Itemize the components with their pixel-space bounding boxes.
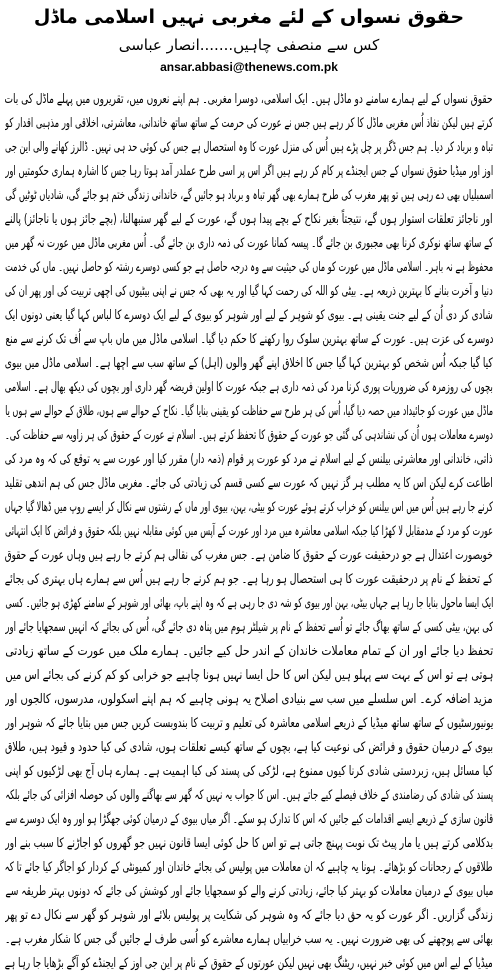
text-line-content: بھائی سے پوچھنے کی بھی ضرورت نہیں۔ یہ سب خرابیاں ہمارے معاشرے کو اُسی طرف لے جائیں گی جس کا شکار مغرب ہے۔	[5, 932, 493, 947]
text-line-content: ذاتی، خاندانی اور معاشرتی بیلنس کے لیے اسلام نے مرد کو عورت پر قوام (ذمہ دار) مقرر کیا اور عورت سے یہ توقع کی کہ وہ مرد کی	[5, 452, 493, 467]
text-line-content: کے تحفظ کے نام پر درحقیقت عورت کا ہی استحصال ہو رہا ہے۔ جو ہم کرنے جا رہے ہیں اُس سے ہمارے ہاں بہتری کی بجائے	[5, 572, 493, 587]
text-line	[5, 518, 493, 542]
text-line-content: تحفظ دیا جائے اور ان کے تمام معاملات خاندان کے اندر حل کیے جائیں۔ ہمارے ملک میں عورت کے ساتھ زیادتی	[5, 644, 493, 659]
author-email: ansar.abbasi@thenews.com.pk	[160, 60, 338, 74]
text-line	[5, 86, 493, 110]
text-line	[5, 470, 493, 494]
text-line	[5, 950, 493, 974]
text-line-content: خوبصورت اعتدال ہے جو درحقیقت عورت کے حقوق کا ضامن ہے۔ جس مغرب کی نقالی ہم کرتے جا رہے ہیں وہاں عورت کے حقوق	[5, 548, 493, 563]
text-line	[5, 398, 493, 422]
text-line	[5, 182, 493, 206]
text-line	[5, 278, 493, 302]
text-line	[5, 710, 493, 734]
text-line	[5, 758, 493, 782]
text-line-content: دنیا و آخرت بنانے کا بہترین ذریعہ ہے۔ بیٹی کو اللہ کی رحمت کہا گیا اور یہ بھی کہ جس نے اپنی بیٹیوں کی اچھی تربیت کی اور پھر ان کی	[5, 284, 493, 299]
text-line-content: بدکلامی کرتے ہیں یا مار پیٹ تک نوبت پہنچ جاتی ہے تو اس کا حل کوئی ایسا قانون نہیں جو گھروں کو اجاڑنے کا سبب بنے اور	[5, 836, 493, 851]
text-line	[5, 350, 493, 374]
text-line-content: مزید اضافہ کرے۔ اس سلسلے میں سب سے بنیادی اصلاح یہ ہونی چاہیے کہ ہم اپنے اسکولوں، مدرسوں، کالجوں اور	[5, 692, 493, 707]
text-line-content: طلاقوں کے رجحانات کو بڑھائے۔ ہونا یہ چاہیے کہ ان معاملات میں پولیس کی بجائے خاندان اور کمیونٹی کے کردار کو اجاگر کیا جائے تا کہ	[5, 860, 493, 875]
text-line-content: اور ناجائز تعلقات استوار ہوں گے، نتیجتاً بغیر نکاح کے بچے پیدا ہوں گے، عورت کے لیے گھر سنبھالنا، (بچے جائز ہوں یا ناجائز) پالنے	[5, 212, 493, 227]
text-line-content: کیا مسائل ہیں، زبردستی شادی کرنا کیوں ممنوع ہے، لڑکی کی پسند کی کیا اہمیت ہے۔ ہمارے ہاں آج بھی لڑکیوں کو اپنی	[5, 764, 493, 779]
text-line-content: بچوں کی روزمرہ کی ضروریات پوری کرنا مرد کی ذمہ داری ہے جبکہ عورت کا اولین فریضہ گھر داری اور بچوں کی دیکھ بھال ہے۔ اسلامی	[5, 380, 493, 395]
text-line	[5, 494, 493, 518]
text-line	[5, 902, 493, 926]
text-line	[5, 662, 493, 686]
text-line-content: میاں بیوی کے درمیان معاملات کو بہتر کیا جائے، زیادتی کرنے والے کو سمجھایا جائے اور کوشش کی جائے کہ دونوں بہتر طریقہ سے	[5, 884, 493, 899]
text-line-content: عورت کو مرد کے مدمقابل لا کھڑا کیا جبکہ اسلامی معاشرہ میں مرد اور عورت کے آپس میں کوئی مقابلہ نہیں بلکہ حقوق و فرائض کا ایک انتہائی	[5, 524, 493, 539]
text-line-content: تباہ و برباد کر دیا۔ ہم جس ڈگر پر چل پڑے ہیں اُس کی منزل عورت کا وہ استحصال ہے جس کی کوئی حد ہی نہیں۔ ڈالرز کھانے والی این جی	[5, 140, 493, 155]
text-line-content: دوسرے کی عزت ہیں۔ عورت کے ساتھ بہترین سلوک روا رکھنے کا حکم دیا گیا۔ اسلامی ماڈل میں ماں باپ سے اُف تک کرنے سے منع	[5, 332, 493, 347]
text-line-content: حقوق نسواں کے لیے ہمارے سامنے دو ماڈل ہیں۔ ایک اسلامی، دوسرا مغربی۔ ہم اپنے نعروں میں، تقریروں میں پہلے ماڈل کی بات	[5, 92, 493, 107]
text-line-content: زندگی گزاریں۔ اگر عورت کو یہ حق دیا جائے کہ وہ شوہر کی شکایت پر پولیس بلائے اور شوہر کو گھر سے نکال دے تو پھر	[5, 908, 493, 923]
text-line-content: پسند کی شادی کی رضامندی کے خلاف فیصلے کیے جاتے ہیں۔ اس کا جواب یہ نہیں کہ گھر سے بھاگنے والوں کی حوصلہ افزائی کی جائے بلکہ	[5, 788, 493, 803]
text-line	[5, 854, 493, 878]
text-line	[5, 926, 493, 950]
text-line	[5, 590, 493, 614]
text-line-content: کرتے ہیں لیکن نفاذ اُس مغربی ماڈل کا کر رہے ہیں جس نے عورت کی حرمت کے ساتھ ساتھ خاندانی، معاشرتی، اخلاقی اور مذہبی اقدار کو	[5, 116, 493, 131]
text-line-content: کی بہن، بیٹی کسی کے ساتھ بھاگ جائے تو اُسے تحفظ کے نام پر شیلٹر ہوم میں پناہ دی جائے گی، اُس کی بجائے کہ انہیں سمجھایا جائے اور	[5, 620, 493, 635]
article-body	[5, 86, 493, 974]
text-line	[5, 422, 493, 446]
text-line	[5, 806, 493, 830]
text-line	[5, 566, 493, 590]
text-line	[5, 830, 493, 854]
text-line-content: یونیورسٹیوں کے ساتھ ساتھ میڈیا کے ذریعے اسلامی معاشرہ کی تعلیم و تربیت کا بندوبست کریں جس میں بتایا جائے کہ شوہر اور	[5, 716, 493, 731]
text-line	[5, 302, 493, 326]
text-line	[5, 878, 493, 902]
column-byline: کس سے منصفی چاہیں.......انصار عباسی	[118, 36, 380, 54]
text-line-content: ماڈل میں عورت کو جائیداد میں حصہ دیا گیا، اُس کی ہر طرح سے حفاظت کو یقینی بنایا گیا۔ نکاح کے حوالے سے ہوں، طلاق کے حوالے سے ہوں یا	[5, 404, 493, 419]
text-line	[5, 614, 493, 638]
text-line	[5, 686, 493, 710]
text-line-content: ہوتی ہے تو اس کے بہت سے پہلو ہیں لیکن اس کا حل ایسا نہیں ہونا چاہیے جو خرابی کو کم کرنے کی بجائے اس میں	[5, 668, 493, 683]
text-line	[5, 638, 493, 662]
text-line-content: شادی کر دی اُن کے لیے جنت یقینی ہے۔ بیوی کو شوہر کے لیے اور شوہر کو بیوی کے لیے ایک دوسرے کا لباس کہا گیا یعنی دونوں ایک	[5, 308, 493, 323]
text-line	[5, 134, 493, 158]
text-line	[5, 326, 493, 350]
text-line	[5, 734, 493, 758]
text-line	[5, 542, 493, 566]
text-line	[5, 446, 493, 470]
text-line-content: بیوی کے درمیان حقوق و فرائض کی نوعیت کیا ہے، بچوں کے ساتھ کیسے تعلقات ہوں، شادی کی کیا حدود و قیود ہیں، طلاق	[5, 740, 493, 755]
text-line	[5, 230, 493, 254]
text-line	[5, 110, 493, 134]
text-line	[5, 206, 493, 230]
text-line-content: دوسرے معاملات ہوں اُن کی نشاندہی کی گئی جو عورت کے حقوق کا تحفظ کرتے ہیں۔ اسلام نے عورت کے حقوق کی ہر زاویہ سے حفاظت کی۔	[5, 428, 493, 443]
text-line	[5, 158, 493, 182]
text-line-content: محفوظ ہے نہ باہر۔ اسلامی ماڈل میں عورت کو ماں کی حیثیت سے وہ درجہ حاصل ہے جو کسی دوسرے رشتہ کو حاصل نہیں۔ ماں کی خدمت	[5, 260, 493, 275]
text-line-content: قانون سازی کے ذریعے ایسے اقدامات کیے جائیں کہ اس کا تدارک ہو سکے۔ اگر میاں بیوی کے درمیان کوئی جھگڑا ہو اور وہ ایک دوسرے سے	[5, 812, 493, 827]
text-line-content: کے ساتھ ساتھ نوکری کرنا بھی مجبوری بن جائے گا۔ پیسہ کمانا عورت کی ذمہ داری بن جائے گی۔ اُس مغربی ماڈل میں عورت نہ گھر میں	[5, 236, 493, 251]
text-line-content: کرنے جا رہے ہیں اُس میں اس بیلنس کو خراب کرتے ہوئے عورت کو بیٹی، بہن، بیوی اور ماں کے رشتوں سے نکال کر ایسے روپ میں ڈھالا گیا جہاں	[5, 500, 493, 515]
text-line-content: اوز اور میڈیا حقوق نسواں کے جس ایجنڈے پر کام کر رہے ہیں اگر اس پر اسی طرح عملدر آمد ہوتا رہا جس کا اشارہ ہماری حکومتیں اور	[5, 164, 493, 179]
text-line-content: اطاعت کرے لیکن اس کا یہ مطلب ہر گز نہیں کہ عورت سے کسی قسم کی زیادتی کی جائے۔ مغربی ماڈل جس کی ہم اندھی تقلید	[5, 476, 493, 491]
text-line	[5, 374, 493, 398]
text-line	[5, 254, 493, 278]
text-line-content: ایک ایسا ماحول بنایا جا رہا ہے جہاں بیٹی، بہن اور بیوی کو شہ دی جا رہی ہے کہ وہ اپنے باپ، بھائی اور شوہر کے سامنے کھڑی ہو جائیں۔ کسی	[5, 596, 493, 611]
text-line-content: میڈیا کے لیے اس میں کوئی خبر نہیں، ریٹنگ بھی نہیں لیکن عورتوں کے حقوق کے نام پر این جی اوز کے ایجنڈے کو آگے بڑھایا جا رہا ہے	[5, 956, 493, 971]
text-line-content: اسمبلیاں بھی دے رہی ہیں تو پھر مغرب کی طرح ہمارے بھی گھر تباہ و برباد ہو جائیں گے، خاندانی زندگی ختم ہو جائے گی، شادیاں ٹوٹیں گی	[5, 188, 493, 203]
article-title: حقوق نسواں کے لئے مغربی نہیں اسلامی ماڈل	[33, 6, 465, 28]
text-line-content: کیا گیا جبکہ اُس شخص کو بہترین کہا گیا جس کا اخلاق اپنے گھر والوں (اہل) کے ساتھ سب سے اچھا ہے۔ اسلامی ماڈل میں بیوی	[5, 356, 493, 371]
text-line	[5, 782, 493, 806]
